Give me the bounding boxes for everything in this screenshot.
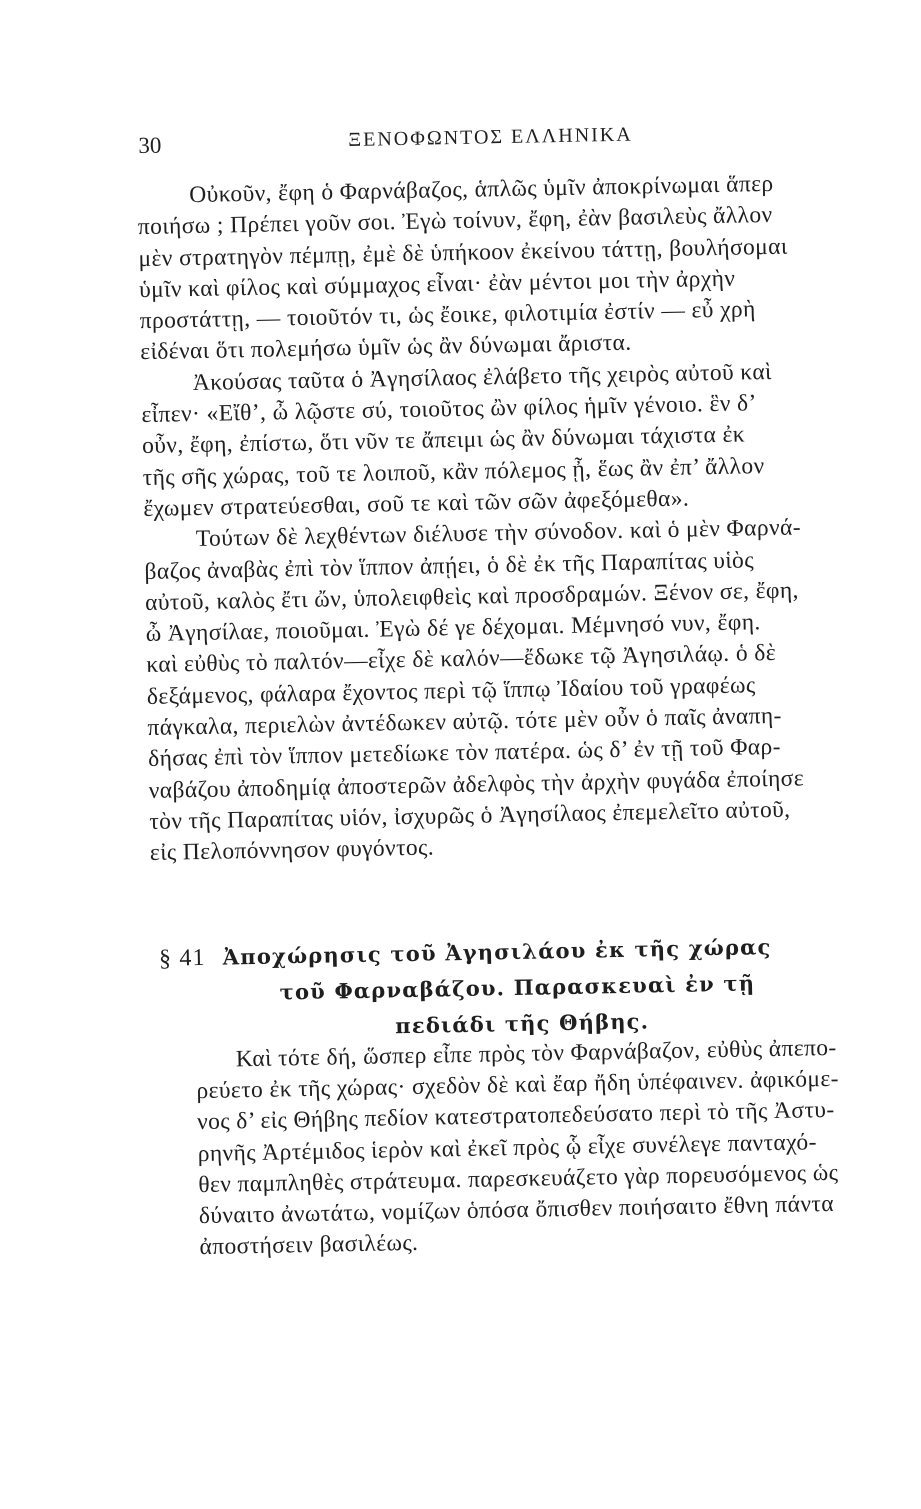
text-line: τὸν τῆς Παραπίτας υἱόν, ἰσχυρῶς ὁ Ἀγησίλαος ἐπεμελεῖτο αὐτοῦ, xyxy=(149,796,791,835)
text-line: βαζος ἀναβὰς ἐπὶ τὸν ἵππον ἀπῄει, ὁ δὲ ἐκ τῆς Παραπίτας υἱὸς xyxy=(144,546,755,585)
section-heading-text: Ἀποχώρησις τοῦ Ἀγησιλάου ἐκ τῆς χώρας xyxy=(222,934,772,970)
text-line: ναβάζου ἀποδημίᾳ ἀποστερῶν ἀδελφὸς τὴν ἀρχὴν φυγάδα ἐποίησε xyxy=(148,765,805,804)
text-line: ποιήσω ; Πρέπει γοῦν σοι. Ἐγὼ τοίνυν, ἔφη, ἐὰν βασιλεὺς ἄλλον xyxy=(137,202,773,241)
section-text-block xyxy=(196,1032,890,1264)
text-line: ὦ Ἀγησίλαε, ποιοῦμαι. Ἐγὼ δέ γε δέχομαι. Μέμνησό νυν, ἔφη. xyxy=(145,609,761,648)
text-line: νος δ’ εἰς Θήβης πεδίον κατεστρατοπεδεύσατο περὶ τὸ τῆς Ἀστυ- xyxy=(196,1097,835,1136)
text-line: δύναιτο ἀνωτάτω, νομίζων ὁπόσα ὄπισθεν ποιήσαιτο ἔθνη πάντα xyxy=(198,1190,835,1230)
text-line: δήσας ἐπὶ τὸν ἵππον μετεδίωκε τὸν πατέρα. ὡς δ’ ἐν τῇ τοῦ Φαρ- xyxy=(147,734,782,773)
text-line: πάγκαλα, περιελὼν ἀντέδωκεν αὐτῷ. τότε μὲν οὖν ὁ παῖς ἀναπη- xyxy=(147,702,783,742)
section-heading xyxy=(159,927,881,1049)
text-line: αὐτοῦ, καλὸς ἔτι ὤν, ὑπολειφθεὶς καὶ προσδραμών. Ξένον σε, ἔφη, xyxy=(144,577,800,616)
page-number: 30 xyxy=(138,132,162,159)
main-text-block xyxy=(137,167,878,869)
text-line: προστάττῃ, — τοιοῦτόν τι, ὡς ἔοικε, φιλοτιμία ἐστίν — εὖ χρὴ xyxy=(139,296,756,335)
text-line: θεν παμπληθὲς στράτευμα. παρεσκευάζετο γὰρ πορευσόμενος ὡς xyxy=(198,1159,839,1198)
text-line: Οὐκοῦν, ἔφη ὁ Φαρνάβαζος, ἁπλῶς ὑμῖν ἀποκρίνωμαι ἅπερ xyxy=(189,170,774,209)
text-line: Ἀκούσας ταῦτα ὁ Ἀγησίλαος ἐλάβετο τῆς χειρὸς αὐτοῦ καὶ xyxy=(192,358,772,396)
text-line: Καὶ τότε δή, ὥσπερ εἶπε πρὸς τὸν Φαρνάβαζον, εὐθὺς ἀπεπο- xyxy=(235,1034,837,1073)
text-line: ρηνῆς Ἀρτέμιδος ἱερὸν καὶ ἐκεῖ πρὸς ᾧ εἶχε συνέλεγε πανταχό- xyxy=(197,1128,818,1167)
text-line: τῆς σῆς χώρας, τοῦ τε λοιποῦ, κἂν πόλεμος ᾖ, ἕως ἂν ἐπ’ ἄλλον xyxy=(142,452,765,491)
text-line: οὖν, ἔφη, ἐπίστω, ὅτι νῦν τε ἄπειμι ὡς ἂν δύνωμαι τάχιστα ἐκ xyxy=(141,421,746,460)
section-mark: § 41 xyxy=(158,944,207,972)
text-line: Τούτων δὲ λεχθέντων διέλυσε τὴν σύνοδον. καὶ ὁ μὲν Φαρνά- xyxy=(195,514,802,553)
section-heading-line: τοῦ Φαρναβάζου. Παρασκευαὶ ἐν τῇ xyxy=(279,970,756,1005)
text-line: ἀποστήσειν βασιλέως. xyxy=(199,1230,419,1261)
text-line: ἔχωμεν στρατεύεσθαι, σοῦ τε καὶ τῶν σῶν ἀφεξόμεθα». xyxy=(143,485,690,523)
text-line: εἰδέναι ὅτι πολεμήσω ὑμῖν ὡς ἂν δύνωμαι ἄριστα. xyxy=(140,330,632,366)
text-line: εἰς Πελοπόννησον φυγόντος. xyxy=(149,834,435,867)
text-line: μὲν στρατηγὸν πέμπῃ, ἐμὲ δὲ ὑπήκοον ἐκείνου τάττῃ, βουλήσομαι xyxy=(138,233,788,272)
text-line: δεξάμενος, φάλαρα ἔχοντος περὶ τῷ ἵππῳ Ἰδαίου τοῦ γραφέως xyxy=(146,672,756,710)
section-heading-line: πεδιάδι τῆς Θήβης. xyxy=(395,1008,650,1039)
text-line: εἶπεν· «Εἴθ’, ὦ λῷστε σύ, τοιοῦτος ὢν φίλος ἡμῖν γένοιο. ἓν δ’ xyxy=(141,390,757,429)
page-header xyxy=(138,120,819,173)
text-line: καὶ εὐθὺς τὸ παλτόν—εἶχε δὲ καλόν—ἔδωκε τῷ Ἀγησιλάῳ. ὁ δὲ xyxy=(146,640,777,679)
text-line: ὑμῖν καὶ φίλος καὶ σύμμαχος εἶναι· ἐὰν μέντοι μοι τὴν ἀρχὴν xyxy=(138,265,736,303)
text-line: ρεύετο ἐκ τῆς χώρας· σχεδὸν δὲ καὶ ἔαρ ἤδη ὑπέφαινεν. ἀφικόμε- xyxy=(196,1065,840,1105)
running-title: ΞΕΝΟΦΩΝΤΟΣ ΕΛΛΗΝΙΚΑ xyxy=(348,123,633,152)
